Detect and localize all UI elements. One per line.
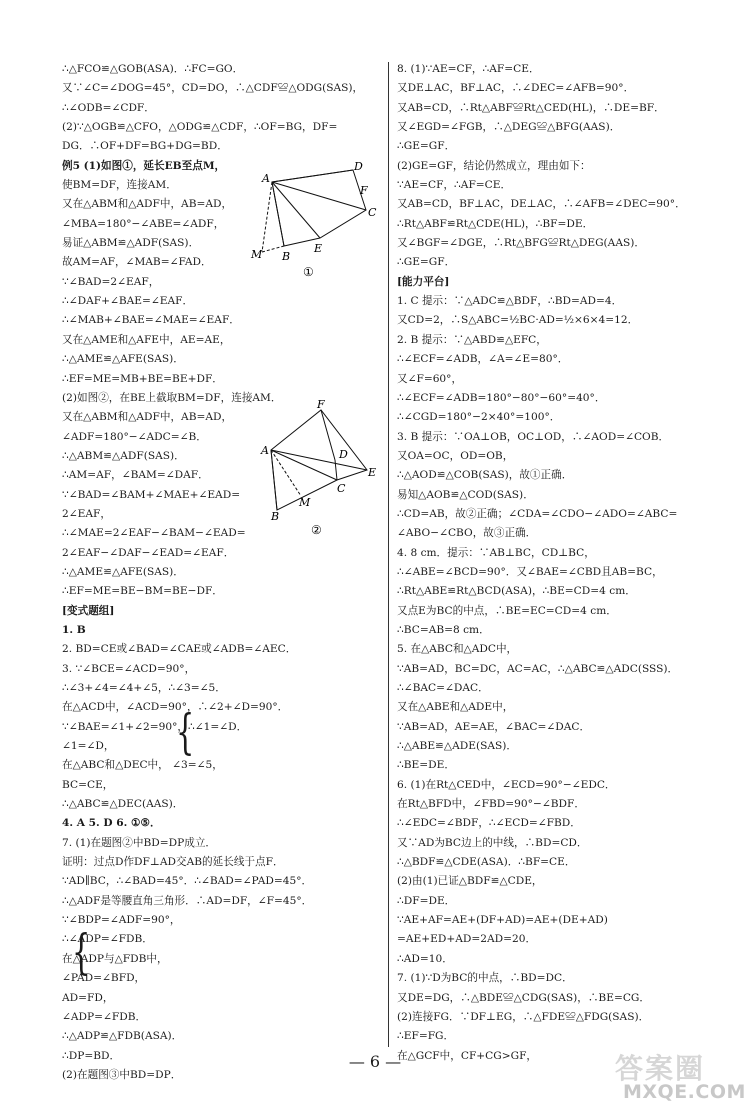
fig1-label-e: E xyxy=(314,242,323,255)
right-column-line: 又AB=CD，∴Rt△ABF≌Rt△CED(HL)，∴DE=BF． xyxy=(397,101,665,114)
right-column-line: ∴△ABE≌△ADE(SAS)． xyxy=(397,740,517,753)
right-column-line: 又∠EGD=∠FGB，∴△DEG≌△BFG(AAS)． xyxy=(397,121,621,134)
left-column-line: ∴∠MAE=2∠EAF−∠BAM−∠EAD= xyxy=(62,527,246,540)
right-column-line: ∴GE=GF． xyxy=(397,256,456,269)
right-column-line: 又CD=2，∴S△ABC=½BC·AD=½×6×4=12． xyxy=(397,314,639,327)
left-column-line: ∴∠ADP=∠FDB． xyxy=(62,933,153,946)
left-column-line: 又在△ABM和△ADF中，AB=AD， xyxy=(62,411,233,424)
fig1-label-a: A xyxy=(262,172,270,185)
right-column-line: 又DE⊥AC，BF⊥AC，∴∠DEC=∠AFB=90°． xyxy=(397,82,635,95)
right-column-line: 又点E为BC的中点，∴BE=EC=CD=4 cm． xyxy=(397,604,617,617)
left-column-line: 2∠EAF， xyxy=(62,507,111,520)
right-column-line: ∴∠ECF=∠ADB=180°−80°−60°=40°． xyxy=(397,391,606,404)
right-column-line: 2. B 提示：∵△ABD≌△EFC， xyxy=(397,333,547,346)
figure-2-diagram xyxy=(255,398,385,538)
right-column-line: 又OA=OC，OD=OB， xyxy=(397,449,514,462)
fig2-label-a: A xyxy=(261,444,269,457)
figure-1-diagram xyxy=(248,160,388,290)
fig2-label-f: F xyxy=(317,398,325,411)
left-column-line: ∴△AME≌△AFE(SAS)． xyxy=(62,353,184,366)
left-column-line: 在△ABC和△DEC中， ∠3=∠5， xyxy=(62,759,223,772)
right-column-line: ∴∠ECF=∠ADB，∠A=∠E=80°． xyxy=(397,353,569,366)
right-column-line: 5. 在△ABC和△ADC中， xyxy=(397,643,518,656)
right-column-line: ∴△AOD≌△COB(SAS)，故①正确． xyxy=(397,469,573,482)
right-column-line: ∵AE+AF=AE+(DF+AD)=AE+(DE+AD) xyxy=(397,914,608,927)
right-column-line: ∴CD=AB，故②正确；∠CDA=∠CDO−∠ADO=∠ABC= xyxy=(397,507,678,520)
left-column-line: ∴EF=ME=BE−BM=BE−DF． xyxy=(62,585,223,598)
left-column-line: 2∠EAF−∠DAF−∠EAD=∠EAF． xyxy=(62,546,235,559)
left-column-line: DG．∴OF+DF=BG+DG=BD． xyxy=(62,140,228,153)
fig1-label-b: B xyxy=(282,250,291,263)
left-column-line: ∴△AME≌△AFE(SAS)． xyxy=(62,565,184,578)
right-column-line: =AE+ED+AD=2AD=20． xyxy=(397,933,537,946)
fig2-label-e: E xyxy=(368,466,377,479)
left-column-line: 又在△AME和△AFE中，AE=AE， xyxy=(62,333,231,346)
left-column-line: ∴AM=AF，∠BAM=∠DAF． xyxy=(62,469,209,482)
right-column-line: ∴BE=DE． xyxy=(397,759,455,772)
right-column-line: ∴Rt△ABF≌Rt△CDE(HL)，∴BF=DE． xyxy=(397,217,594,230)
left-column-line: 在△ACD中，∠ACD=90°，∴∠2+∠D=90°． xyxy=(62,701,289,714)
left-column-line: ∵∠BAD=∠BAM+∠MAE+∠EAD= xyxy=(62,488,241,501)
left-column-line: 又在△ABM和△ADF中，AB=AD， xyxy=(62,198,233,211)
right-column-line: ∴DF=DE． xyxy=(397,894,456,907)
right-column-line: ∴EF=FG． xyxy=(397,1030,455,1043)
left-column-line: (2)在题图③中BD=DP． xyxy=(62,1068,182,1081)
right-column-line: ∴Rt△ABE≌Rt△BCD(ASA)，∴BE=CD=4 cm． xyxy=(397,585,636,598)
left-column-line: 在△ADP与△FDB中， xyxy=(62,952,168,965)
left-column-line: ∴DP=BD． xyxy=(62,1049,121,1062)
right-column-line: ∴△BDF≌△CDE(ASA)．∴BF=CE． xyxy=(397,856,576,869)
left-column-line: 易证△ABM≌△ADF(SAS)． xyxy=(62,237,200,250)
left-column-line: ∵∠BDP=∠ADF=90°， xyxy=(62,914,181,927)
watermark-url: MXQE.COM xyxy=(623,1081,746,1103)
left-column-line: ∴△ABC≌△DEC(AAS)． xyxy=(62,798,184,811)
right-column-line: 8. (1)∵AE=CF，∴AF=CE． xyxy=(397,63,540,75)
left-column-line: 1. B xyxy=(62,623,86,636)
fig1-label-m: M xyxy=(251,248,263,261)
fig2-label-b: B xyxy=(271,510,280,523)
brace-system-2: { xyxy=(72,924,91,980)
left-column-line: ∴△ADF是等腰直角三角形．∴AD=DF，∠F=45°． xyxy=(62,894,313,907)
right-column-line: [能力平台] xyxy=(397,275,450,288)
right-column-line: ∴AD=10． xyxy=(397,952,453,965)
left-column-line: ∵∠BAE=∠1+∠2=90°，∴∠1=∠D． xyxy=(62,720,248,733)
left-column-line: 又∵∠C=∠DOG=45°，CD=DO，∴△CDF≌△ODG(SAS)， xyxy=(62,82,364,95)
fig2-label-d: D xyxy=(339,448,348,461)
fig2-label-c: C xyxy=(337,482,346,495)
left-column-line: 例5 (1)如图①，延长EB至点M， xyxy=(62,159,226,172)
left-column-line: ∠ADP=∠FDB． xyxy=(62,1010,147,1023)
right-column-line: ∵AB=AD，AE=AE，∠BAC=∠DAC． xyxy=(397,720,591,733)
brace-system-1: { xyxy=(176,704,195,760)
right-column-line: 又DE=DG，∴△BDE≌△CDG(SAS)，∴BE=CG． xyxy=(397,991,650,1004)
right-column-line: (2)连接FG．∵DF⊥EG，∴△FDE≌△FDG(SAS)． xyxy=(397,1010,650,1023)
left-column-line: (2)∵△OGB≌△CFO，△ODG≌△CDF，∴OF=BG，DF= xyxy=(62,121,338,134)
right-column-line: 易知△AOB≌△COD(SAS)． xyxy=(397,488,534,501)
left-column-line: ∴∠ODB=∠CDF． xyxy=(62,101,155,114)
column-divider xyxy=(388,62,389,1047)
left-column-line: 证明：过点D作DF⊥AD交AB的延长线于点F． xyxy=(62,856,284,869)
right-column xyxy=(397,60,713,1066)
right-column-line: 7. (1)∵D为BC的中点，∴BD=DC． xyxy=(397,972,573,985)
right-column-line: 又AB=CD，BF⊥AC，DE⊥AC，∴∠AFB=∠DEC=90°． xyxy=(397,198,686,211)
left-column-line: ∵∠BAD=2∠EAF， xyxy=(62,275,160,288)
right-column-line: ∴BC=AB=8 cm． xyxy=(397,623,490,636)
right-column-line: ∴GE=GF． xyxy=(397,140,456,153)
left-column-line: 使BM=DF，连接AM． xyxy=(62,179,177,192)
right-column-line: (2)由(1)已证△BDF≌△CDE， xyxy=(397,875,543,888)
fig1-label-d: D xyxy=(354,160,363,173)
left-column-line: ∴∠3+∠4=∠4+∠5，∴∠3=∠5． xyxy=(62,682,226,694)
right-column-line: 在Rt△BFD中，∠FBD=90°−∠BDF． xyxy=(397,798,585,811)
right-column-line: ∵AB=AD，BC=DC，AC=AC，∴△ABC≌△ADC(SSS)． xyxy=(397,662,679,675)
right-column-line: ∴∠CGD=180°−2×40°=100°． xyxy=(397,411,561,424)
right-column-line: 3. B 提示：∵OA⊥OB，OC⊥OD，∴∠AOD=∠COB． xyxy=(397,430,670,443)
right-column-line: 又∠BGF=∠DGE，∴Rt△BFG≌Rt△DEG(AAS)． xyxy=(397,237,645,250)
left-column-line: ∴∠DAF+∠BAE=∠EAF． xyxy=(62,295,194,308)
right-column-line: ∴∠EDC=∠BDF，∴∠ECD=∠FBD． xyxy=(397,817,581,830)
watermark-logo xyxy=(605,1045,746,1105)
left-column-line: [变式题组] xyxy=(62,604,115,617)
left-column-line: ∴△FCO≌△GOB(ASA)．∴FC=GO． xyxy=(62,63,244,75)
left-column-line: ∠ADF=180°−∠ADC=∠B． xyxy=(62,430,207,443)
right-column-line: 又∵AD为BC边上的中线，∴BD=CD． xyxy=(397,836,588,849)
right-column-line: (2)GE=GF，结论仍然成立，理由如下： xyxy=(397,159,591,172)
right-column-line: ∠ABO−∠CBO，故③正确． xyxy=(397,527,537,540)
fig2-label-m: M xyxy=(299,496,311,509)
left-column-line: ∴△ABM≌△ADF(SAS)． xyxy=(62,449,185,462)
left-column-line: (2)如图②，在BE上截取BM=DF，连接AM． xyxy=(62,391,282,404)
right-column-line: ∵AE=CF，∴AF=CE． xyxy=(397,179,512,192)
left-column-line: 7. (1)在题图②中BD=DP成立． xyxy=(62,836,217,849)
watermark-logo-text: 答案圈 xyxy=(615,1052,706,1085)
left-column-line: ∠MBA=180°−∠ABE=∠ADF， xyxy=(62,217,225,230)
left-column-line: ∴∠MAB+∠BAE=∠MAE=∠EAF． xyxy=(62,314,240,327)
left-column-line: ∠PAD=∠BFD， xyxy=(62,972,146,985)
left-column-line: ∠1=∠D， xyxy=(62,740,115,753)
right-column-line: 在△GCF中，CF+CG>GF， xyxy=(397,1049,538,1062)
left-column-line: BC=CE， xyxy=(62,778,114,791)
left-column-line: 2. BD=CE或∠BAD=∠CAE或∠ADB=∠AEC． xyxy=(62,643,297,656)
right-column-line: 4. 8 cm．提示：∵AB⊥BC，CD⊥BC， xyxy=(397,546,595,559)
left-column-line: AD=FD， xyxy=(62,991,114,1004)
right-column-line: ∴∠ABE=∠BCD=90°．又∠BAE=∠CBD且AB=BC， xyxy=(397,565,663,578)
fig1-label-f: F xyxy=(360,184,368,197)
right-column-line: 1. C 提示：∵△ADC≌△BDF，∴BD=AD=4． xyxy=(397,295,623,308)
left-column-line: 4. A 5. D 6. ①⑤． xyxy=(62,817,161,830)
left-column-line: 故AM=AF，∠MAB=∠FAD． xyxy=(62,256,212,269)
right-column-line: 又在△ABE和△ADE中， xyxy=(397,701,514,714)
fig2-caption: ② xyxy=(311,523,322,537)
left-column-line: ∵AD∥BC，∴∠BAD=45°．∴∠BAD=∠PAD=45°． xyxy=(62,875,313,888)
fig1-caption: ① xyxy=(303,265,314,279)
left-column-line: ∴△ADP≌△FDB(ASA)． xyxy=(62,1030,183,1043)
right-column-line: 又∠F=60°， xyxy=(397,372,463,385)
page-number: — 6 — xyxy=(348,1052,402,1071)
fig1-label-c: C xyxy=(368,206,377,219)
right-column-line: ∴∠BAC=∠DAC． xyxy=(397,682,489,694)
left-column-line: 3. ∵∠BCE=∠ACD=90°， xyxy=(62,662,196,675)
right-column-line: 6. (1)在Rt△CED中，∠ECD=90°−∠EDC． xyxy=(397,778,616,791)
left-column-line: ∴EF=ME=MB+BE=BE+DF． xyxy=(62,372,223,385)
